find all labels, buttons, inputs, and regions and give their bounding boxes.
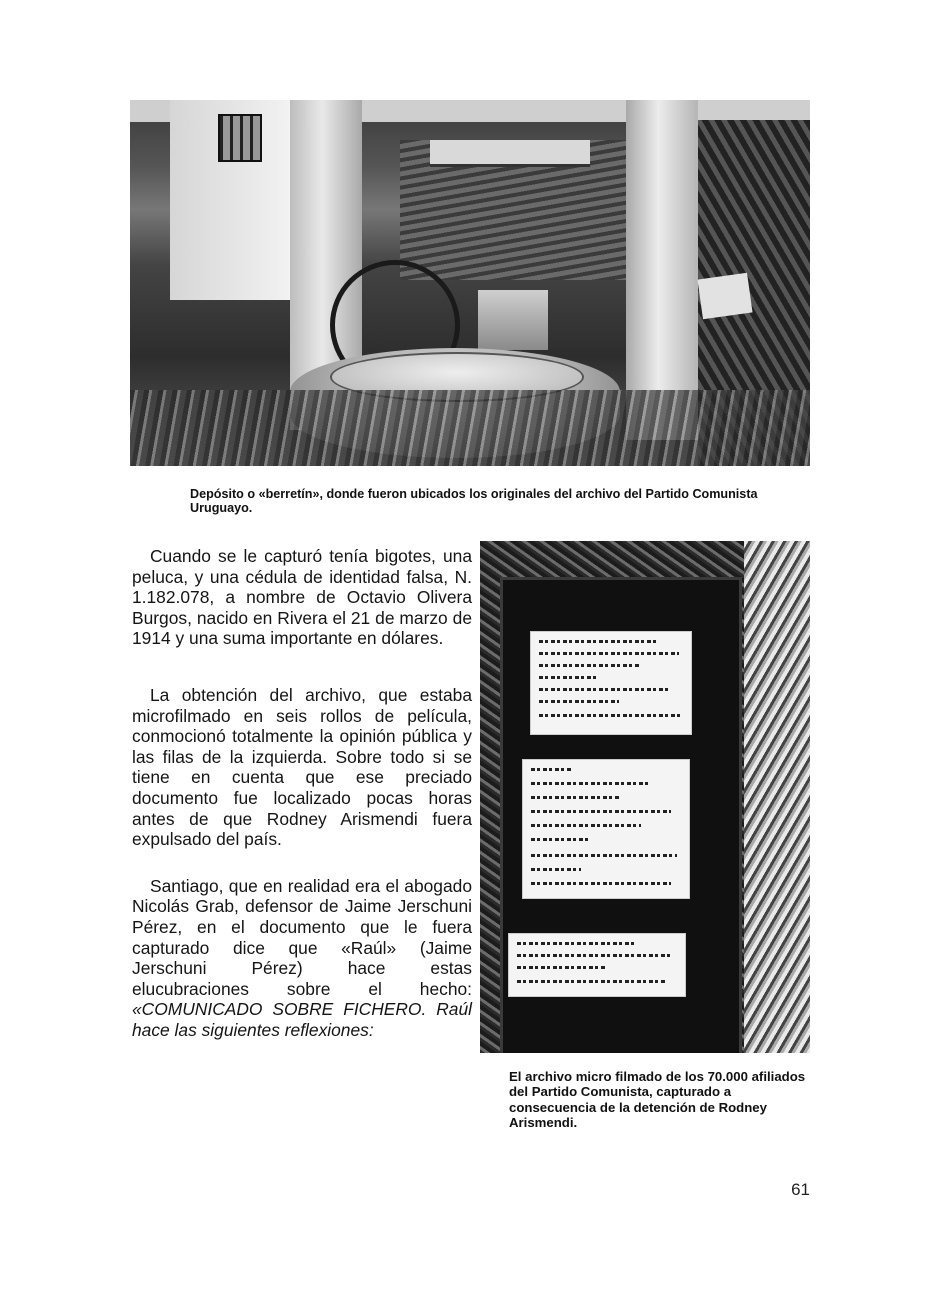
well-deposit-photo bbox=[130, 100, 810, 466]
paragraph-3-quote: «COMUNICADO SOBRE FICHERO. Raúl hace las siguientes reflexiones: bbox=[132, 999, 472, 1040]
article-body bbox=[132, 546, 472, 1040]
microfilm-archive-photo bbox=[480, 541, 810, 1053]
paragraph-2: La obtención del archivo, que estaba microfilmado en seis rollos de película, conmocionó totalmente la opinión pública y las filas de la izquierda. Sobre todo si se tiene en cuenta que ese preciado documento fue localizado pocas horas antes de que Rodney Arismendi fuera expulsado del país. bbox=[132, 684, 472, 850]
paragraph-1: Cuando se le capturó tenía bigotes, una peluca, y una cédula de identidad falsa, N. 1.182.078, a nombre de Octavio Olivera Burgos, nacido en Rivera el 21 de marzo de 1914 y una suma importante en dólares. bbox=[132, 546, 472, 649]
photo-right-caption: El archivo micro filmado de los 70.000 afiliados del Partido Comunista, capturado a consecuencia de la detención de Rodney Arismendi. bbox=[509, 1069, 806, 1131]
photo-top-caption: Depósito o «berretín», donde fueron ubicados los originales del archivo del Partido Comunista Uruguayo. bbox=[190, 487, 758, 515]
page-number: 61 bbox=[791, 1180, 810, 1199]
paragraph-3 bbox=[132, 876, 472, 1041]
paragraph-3-text: Santiago, que en realidad era el abogado Nicolás Grab, defensor de Jaime Jerschuni Pérez, en el documento que le fuera capturado dice que «Raúl» (Jaime Jerschuni Pérez) hace estas elucubraciones sobre el hecho: bbox=[132, 875, 472, 999]
